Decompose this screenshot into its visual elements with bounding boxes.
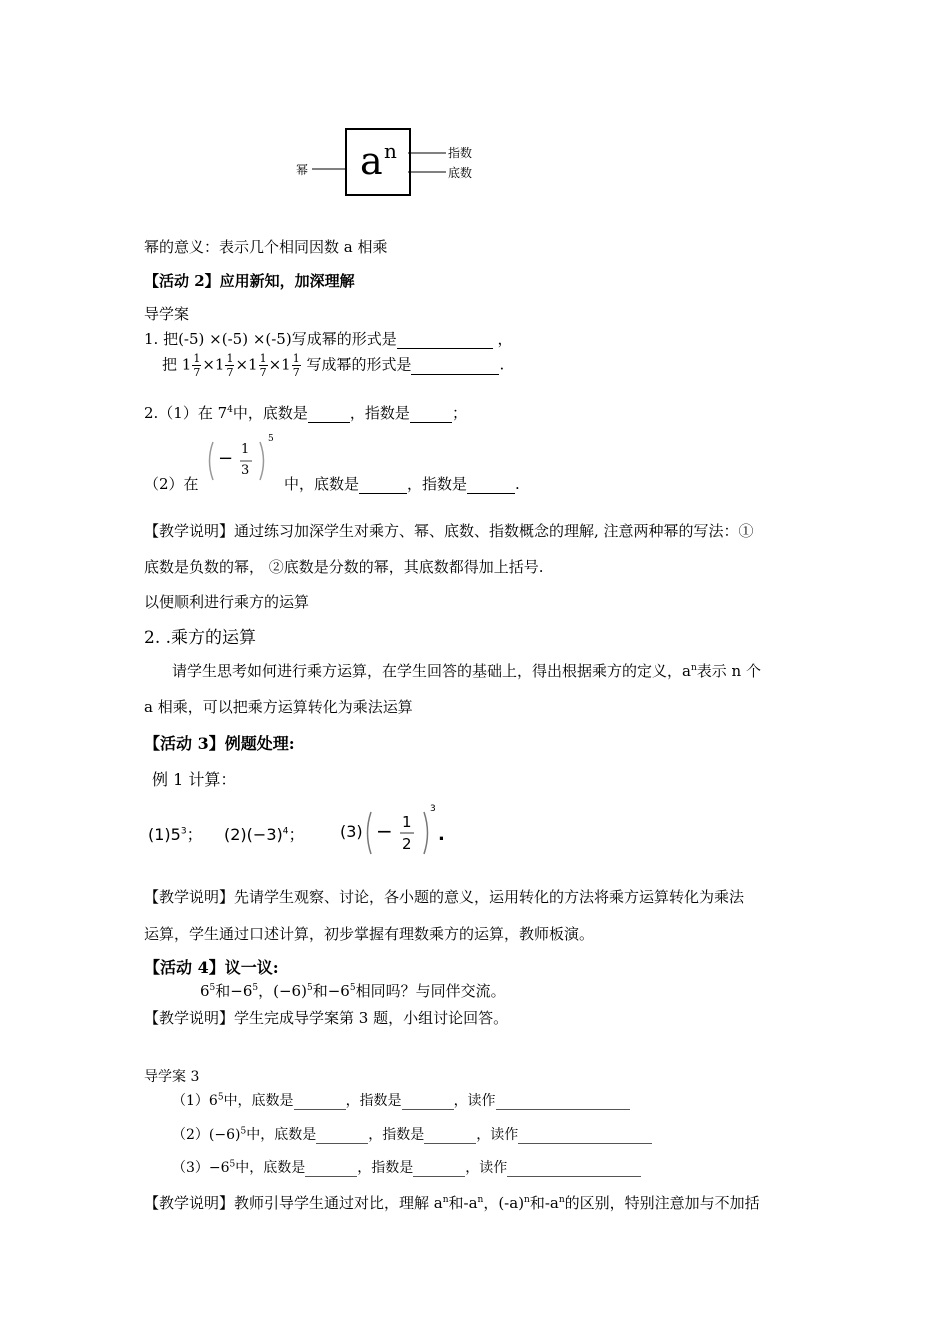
guide-3-item-2: $(2)(-6)^5$中，底数是 ，指数是 ，读作	[172, 1124, 652, 1144]
fraction-minus-one-third	[204, 436, 276, 486]
fraction-1-7-c: $\frac{1}{7}$	[259, 352, 267, 379]
fraction-1-7-b: $\frac{1}{7}$	[226, 352, 234, 379]
question-1b-suffix: 写成幂的形式是	[306, 355, 412, 374]
times-sign: ×	[202, 355, 215, 374]
numerator: 1	[241, 442, 250, 457]
question-2-1-prefix: 2.（1）在 7	[144, 404, 228, 422]
guide-3-blank-1-exp[interactable]	[402, 1093, 454, 1110]
teaching-note-3: 【教学说明】教师引导学生通过对比，理解 $a^n$和$-a^n$，$(-a)^n$和$-a^n$的区别，特别注意加与不加括	[144, 1194, 760, 1212]
period: .	[438, 824, 445, 845]
diagram-exponent: n	[384, 139, 397, 163]
example-1-expressions	[148, 806, 468, 862]
denominator: 3	[241, 463, 250, 478]
guide-3-blank-2-base[interactable]	[316, 1127, 368, 1144]
diagram-base: a	[360, 139, 383, 183]
minus-sign: −	[376, 819, 393, 843]
question-2-1-exp-label: ，指数是	[349, 404, 410, 422]
question-2-1-base-label: 中，底数是	[232, 404, 308, 422]
answer-blank-2-2-base[interactable]	[359, 475, 407, 494]
section-2-title: 2. .乘方的运算	[144, 628, 257, 648]
guide-3-item-1: $(1)6^5$中，底数是 ，指数是 ，读作	[172, 1090, 630, 1110]
activity3-title: 【活动 3】例题处理:	[144, 734, 295, 753]
teaching-note-1-line1: 【教学说明】通过练习加深学生对乘方、幂、底数、指数概念的理解, 注意两种幂的写法：①	[144, 522, 754, 540]
activity4-title: 【活动 4】议一议:	[144, 958, 279, 977]
question-1b-prefix: 把 1	[162, 355, 192, 374]
expression-3-prefix: (3)	[340, 822, 363, 841]
guide-3-blank-2-read[interactable]	[518, 1127, 652, 1144]
expression-3-fraction	[364, 806, 444, 860]
diagram-label-exponent: 指数	[448, 146, 473, 160]
teaching-note-1-line3: 以便顺利进行乘方的运算	[144, 593, 310, 611]
fraction-1-7-d: $\frac{1}{7}$	[292, 352, 300, 379]
guide-3-blank-1-base[interactable]	[294, 1093, 346, 1110]
section-2-para-line2: a 相乘，可以把乘方运算转化为乘法运算	[144, 698, 413, 716]
numerator: 1	[402, 813, 412, 831]
question-1b: 把 1 $\frac{1}{7}$ ×1 $\frac{1}{7}$ ×1 $\frac{1}{7}$ ×1 $\frac{1}{7}$ 写成幂的形式是 .	[162, 352, 505, 379]
times-sign: ×	[235, 355, 249, 374]
teaching-note-2-line2: 运算，学生通过口述计算，初步掌握有理数乘方的运算，教师板演。	[144, 925, 595, 943]
minus-sign: −	[218, 448, 234, 469]
answer-blank-1a[interactable]	[397, 330, 493, 349]
question-2-1-end: ；	[451, 404, 467, 422]
denominator: 2	[402, 835, 412, 853]
question-2-1	[144, 402, 467, 423]
guide-3-blank-2-exp[interactable]	[424, 1127, 476, 1144]
example-1-label: 例 1 计算：	[152, 770, 237, 789]
question-1a	[144, 328, 513, 349]
parentheses-svg	[204, 436, 276, 486]
power-meaning: 幂的意义：表示几个相同因数 a 相乘	[144, 238, 388, 256]
question-1b-end: .	[499, 355, 505, 374]
guide-3-blank-3-read[interactable]	[507, 1160, 641, 1177]
times-sign: ×	[268, 355, 282, 374]
answer-blank-2-1-base[interactable]	[308, 404, 350, 423]
answer-blank-2-2-exp[interactable]	[467, 475, 515, 494]
guide-3-blank-3-exp[interactable]	[413, 1160, 465, 1177]
activity2-title: 【活动 2】应用新知，加深理解	[144, 272, 355, 290]
diagram-label-base: 底数	[448, 166, 473, 180]
answer-blank-2-1-exp[interactable]	[410, 404, 452, 423]
activity4-note: 【教学说明】学生完成导学案第 3 题，小组讨论回答。	[144, 1009, 509, 1027]
question-1a-end: ，	[497, 330, 513, 348]
teaching-note-1-line2: 底数是负数的幂， ②底数是分数的幂，其底数都得加上括号.	[144, 558, 544, 576]
guide-3-item-3: $(3)-6^5$中，底数是 ，指数是 ，读作	[172, 1157, 641, 1177]
question-2-2-rest: 中，底数是 ，指数是 .	[284, 475, 520, 493]
guide-3-blank-1-read[interactable]	[496, 1093, 630, 1110]
diagram-label-power: 幂	[296, 163, 309, 177]
teaching-note-2-line1: 【教学说明】先请学生观察、讨论，各小题的意义，运用转化的方法将乘方运算转化为乘法	[144, 888, 745, 906]
power-diagram	[290, 125, 490, 200]
question-2-2-prefix: （2）在	[144, 475, 199, 493]
question-2-1-exponent: 4	[227, 405, 233, 415]
exponent: 3	[430, 804, 436, 814]
expression-1: $(1)5^3$；	[148, 825, 203, 844]
answer-blank-1b[interactable]	[411, 356, 499, 375]
section-2-para-line1: 请学生思考如何进行乘方运算，在学生回答的基础上，得出根据乘方的定义，$a^n$表示 n 个	[172, 662, 761, 680]
activity2-guide-label: 导学案	[144, 305, 190, 323]
fraction-1-7-a: $\frac{1}{7}$	[193, 352, 201, 379]
exponent: 5	[268, 434, 274, 444]
activity4-question: $6^5$和$-6^5$，$(-6)^5$和$-6^5$相同吗？与同伴交流。	[200, 982, 506, 1000]
question-1a-text: 1. 把(-5) ×(-5) ×(-5)写成幂的形式是	[144, 330, 397, 348]
expression-2: $(2)(-3)^4$；	[224, 825, 305, 844]
guide-3-label: 导学案 3	[144, 1069, 200, 1085]
guide-3-blank-3-base[interactable]	[305, 1160, 357, 1177]
